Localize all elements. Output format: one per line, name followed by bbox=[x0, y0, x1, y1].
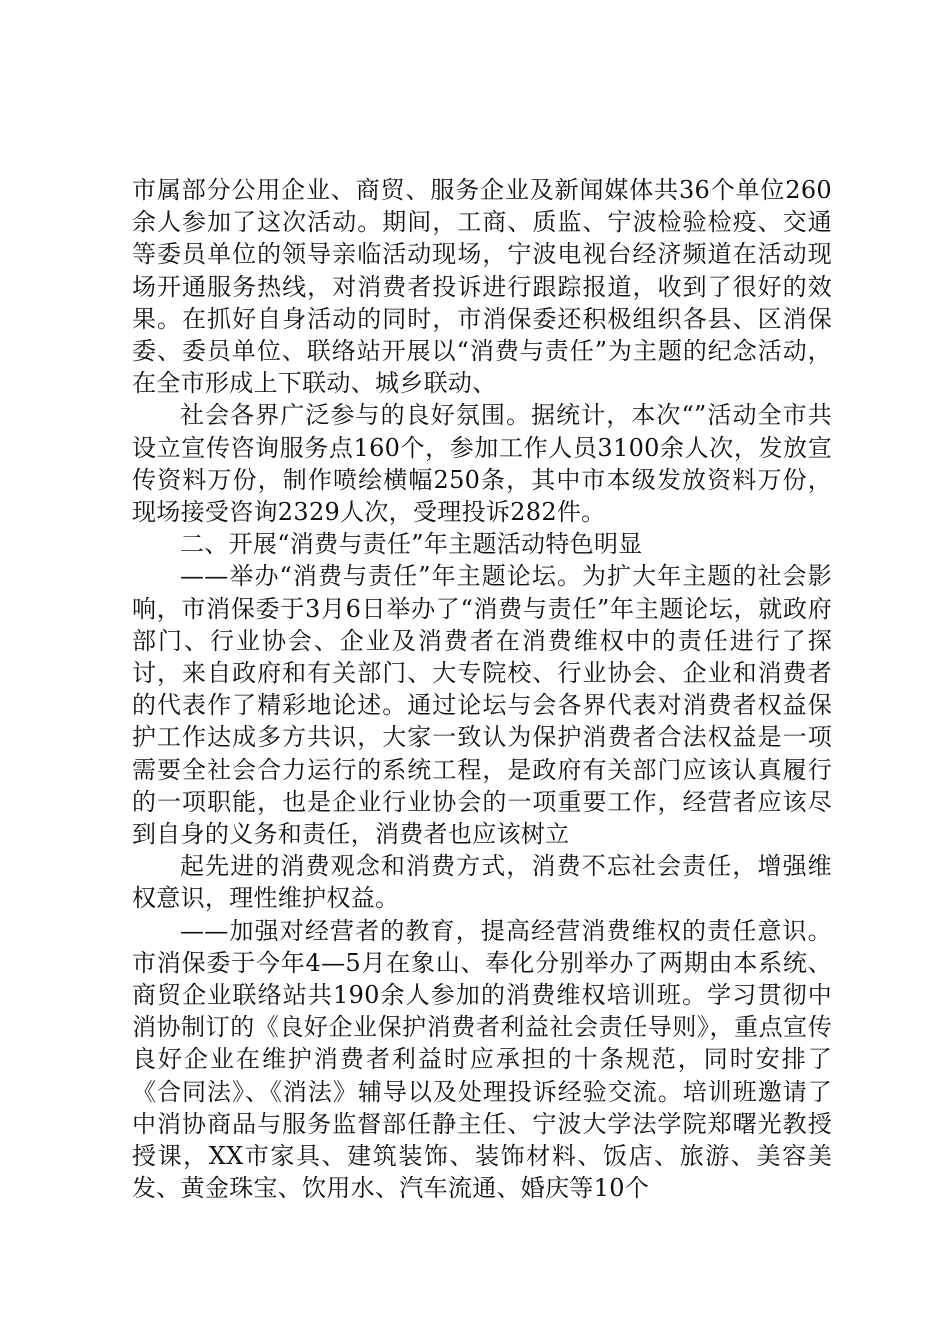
paragraph-1: 市属部分公用企业、商贸、服务企业及新闻媒体共36个单位260余人参加了这次活动。期间，工商、质监、宁波检验检疫、交通等委员单位的领导亲临活动现场，宁波电视台经济频道在活动现场开通服务热线，对消费者投诉进行跟踪报道，收到了很好的效果。在抓好自身活动的同时，市消保委还积极组织各县、区消保委、委员单位、联络站开展以“消费与责任”为主题的纪念活动，在全市形成上下联动、城乡联动、 bbox=[132, 176, 832, 398]
paragraph-5: ——加强对经营者的教育，提高经营消费维权的责任意识。市消保委于今年4—5月在象山、奉化分别举办了两期由本系统、商贸企业联络站共190余人参加的消费维权培训班。学习贯彻中消协制订的《良好企业保护消费者利益社会责任导则》，重点宣传良好企业在维护消费者利益时应承担的十条规范，同时安排了《合同法》、《消法》辅导以及处理投诉经验交流。培训班邀请了中消协商品与服务监督部任静主任、宁波大学法学院郑曙光教授授课，XX市家具、建筑装饰、装饰材料、饭店、旅游、美容美发、黄金珠宝、饮用水、汽车流通、婚庆等10个 bbox=[132, 916, 832, 1203]
paragraph-4: 起先进的消费观念和消费方式，消费不忘社会责任，增强维权意识，理性维护权益。 bbox=[132, 852, 832, 913]
paragraph-2: 社会各界广泛参与的良好氛围。据统计，本次“”活动全市共设立宣传咨询服务点160个，参加工作人员3100余人次，发放宣传资料万份，制作喷绘横幅250条，其中市本级发放资料万份，现场接受咨询2329人次，受理投诉282件。 bbox=[132, 401, 832, 527]
section-heading: 二、开展“消费与责任”年主题活动特色明显 bbox=[180, 530, 643, 559]
paragraph-3: ——举办“消费与责任”年主题论坛。为扩大年主题的社会影响，市消保委于3月6日举办了“消费与责任”年主题论坛，就政府部门、行业协会、企业及消费者在消费维权中的责任进行了探讨，来自政府和有关部门、大专院校、行业协会、企业和消费者的代表作了精彩地论述。通过论坛与会各界代表对消费者权益保护工作达成多方共识，大家一致认为保护消费者合法权益是一项需要全社会合力运行的系统工程，是政府有关部门应该认真履行的一项职能，也是企业行业协会的一项重要工作，经营者应该尽到自身的义务和责任，消费者也应该树立 bbox=[132, 562, 832, 849]
document-body bbox=[132, 174, 832, 1205]
